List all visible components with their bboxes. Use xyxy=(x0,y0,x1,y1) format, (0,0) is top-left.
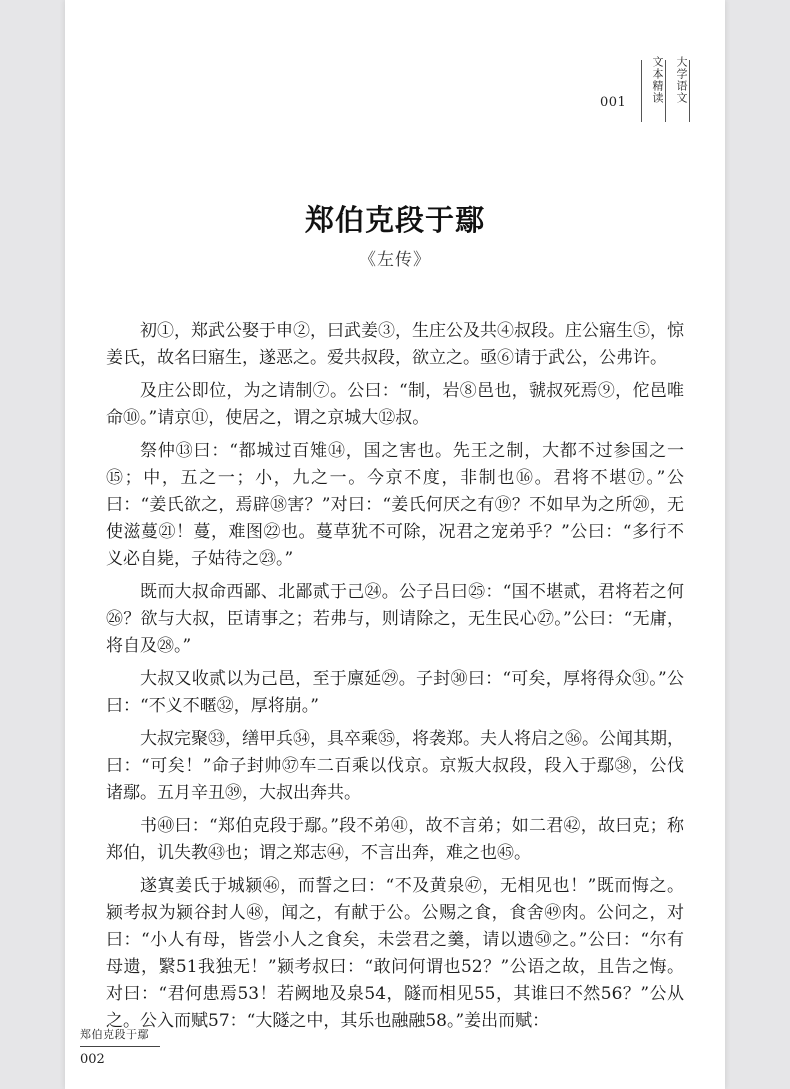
footer-page-number: 002 xyxy=(80,1052,105,1067)
paragraph: 祭仲⑬曰：“都城过百雉⑭，国之害也。先王之制，大都不过参国之一⑮；中，五之一；小，九之一。今京不度，非制也⑯。君将不堪⑰。”公曰：“姜氏欲之，焉辟⑱害？”对曰：“姜氏何厌之有⑲？不如早为之所⑳，无使滋蔓㉑！蔓，难图㉒也。蔓草犹不可除，况君之宠弟乎？”公曰：“多行不义必自毙，子姑待之㉓。” xyxy=(106,441,684,569)
header-divider xyxy=(689,60,690,122)
header-section-label: 文本精读 xyxy=(651,56,664,104)
header-book-label: 大学语文 xyxy=(675,56,688,104)
footer-divider xyxy=(80,1046,160,1047)
book-page xyxy=(65,0,725,1089)
article-body xyxy=(106,318,684,1041)
footer-running-title: 郑伯克段于鄢 xyxy=(80,1028,149,1041)
article-source: 《左传》 xyxy=(359,250,431,270)
article-title: 郑伯克段于鄢 xyxy=(304,203,485,237)
paragraph: 初①，郑武公娶于申②，曰武姜③，生庄公及共④叔段。庄公寤生⑤，惊姜氏，故名曰寤生，遂恶之。爱共叔段，欲立之。亟⑥请于武公，公弗许。 xyxy=(106,321,684,368)
paragraph: 遂寘姜氏于城颍㊻，而誓之曰：“不及黄泉㊼，无相见也！”既而悔之。颍考叔为颍谷封人㊽，闻之，有献于公。公赐之食，食舍㊾肉。公问之，对曰：“小人有母，皆尝小人之食矣，未尝君之羹，请以遗㊿之。”公曰：“尔有母遗，繄51我独无！”颍考叔曰：“敢问何谓也52？”公语之故，且告之悔。对曰：“君何患焉53！若阙地及泉54，隧而相见55，其谁曰不然56？”公从之。公入而赋57：“大隧之中，其乐也融融58。”姜出而赋： xyxy=(106,876,684,1031)
header-divider xyxy=(665,60,666,122)
paragraph: 大叔完聚㉝，缮甲兵㉞，具卒乘㉟，将袭郑。夫人将启之㊱。公闻其期，曰：“可矣！”命子封帅㊲车二百乘以伐京。京叛大叔段，段入于鄢㊳，公伐诸鄢。五月辛丑㊴，大叔出奔共。 xyxy=(106,729,684,803)
paragraph: 大叔又收贰以为己邑，至于廪延㉙。子封㉚曰：“可矣，厚将得众㉛。”公曰：“不义不暱㉜，厚将崩。” xyxy=(106,669,684,716)
header-divider xyxy=(641,60,642,122)
paragraph: 书㊵曰：“郑伯克段于鄢。”段不弟㊶，故不言弟；如二君㊷，故曰克；称郑伯，讥失教㊸也；谓之郑志㊹，不言出奔，难之也㊺。 xyxy=(106,816,684,863)
paragraph: 及庄公即位，为之请制⑦。公曰：“制，岩⑧邑也，虢叔死焉⑨，佗邑唯命⑩。”请京⑪，使居之，谓之京城大⑫叔。 xyxy=(106,381,684,428)
paragraph: 既而大叔命西鄙、北鄙贰于己㉔。公子吕曰㉕：“国不堪贰，君将若之何㉖？欲与大叔，臣请事之；若弗与，则请除之，无生民心㉗。”公曰：“无庸，将自及㉘。” xyxy=(106,582,684,656)
header-page-number: 001 xyxy=(600,95,627,110)
